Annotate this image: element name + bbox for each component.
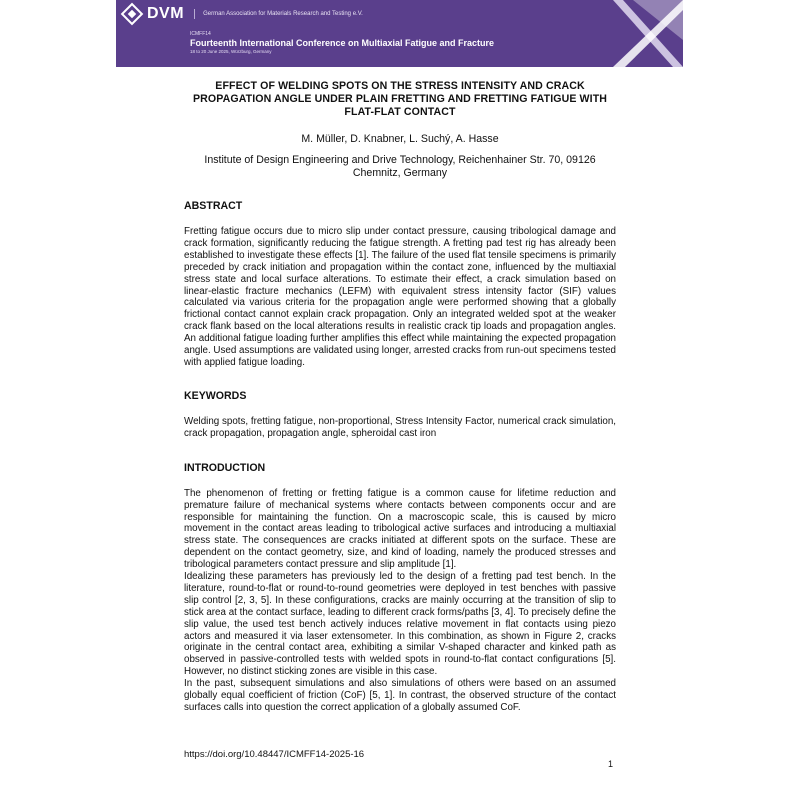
decorative-x-icon bbox=[613, 0, 683, 67]
doi-link[interactable]: https://doi.org/10.48447/ICMFF14-2025-16 bbox=[184, 749, 365, 760]
conference-title: Fourteenth International Conference on Multiaxial Fatigue and Fracture bbox=[190, 38, 495, 48]
conference-banner bbox=[116, 0, 683, 67]
conference-short: ICMFF14 bbox=[190, 31, 211, 37]
dvm-logo bbox=[124, 5, 363, 23]
page-number: 1 bbox=[608, 759, 614, 769]
association-name: German Association for Materials Research and Testing e.V. bbox=[194, 9, 363, 19]
intro-paragraph: The phenomenon of fretting or fretting fatigue is a common cause for lifetime reduction and premature failure of mechanical systems where contacts between components occur and are responsible for maintaining the function. On a macroscopic scale, this is caused by micro movement in the contact areas leading to tribological active surfaces and introducing a multiaxial stress state. The consequences are cracks initiated at different spots on the surface. These are dependent on the contact geometry, size, and kind of loading, namely the produced stresses and tribological parameters contact pressure and slip amplitude [1]. bbox=[184, 487, 616, 571]
abstract-text: Fretting fatigue occurs due to micro slip under contact pressure, causing tribological damage and crack formation, significantly reducing the fatigue strength. A fretting pad test rig has already been established to investigate these effects [1]. The failure of the used flat tensile specimens is primarily preceded by crack initiation and propagation within the contact zone, influenced by the multiaxial stress state and local surface alterations. To estimate their effect, a crack simulation based on linear-elastic fracture mechanics (LEFM) with equivalent stress intensity factor (SIF) values calculated via various criteria for the propagation angle were performed showing that a globally frictional contact cannot explain crack propagation. Only an integrated welded spot at the weaker crack flank based on the local alterations results in realistic crack tip loads and propagation angles. An additional fatigue loading further amplifies this effect while maintaining the expected propagation angle. Used assumptions are validated using longer, arrested cracks from run-out specimens tested with applied fatigue loading. bbox=[184, 226, 616, 368]
keywords-heading: KEYWORDS bbox=[184, 389, 247, 402]
paper-title: EFFECT OF WELDING SPOTS ON THE STRESS INTENSITY AND CRACK PROPAGATION ANGLE UNDER PLAIN FRETTING AND FRETTING FATIGUE WITH FLAT-FLAT CONTACT bbox=[192, 80, 608, 118]
abstract-heading: ABSTRACT bbox=[184, 200, 243, 212]
intro-paragraph: Idealizing these parameters has previously led to the design of a fretting pad test bench. In the literature, round-to-flat or round-to-round geometries were deployed in test benches with passive slip control [2, 3, 5]. In these configurations, cracks are mainly occurring at the transition of slip to stick area at the contact surface, leading to different crack forms/paths [3, 4]. To precisely define the slip value, the used test bench actively induces relative movement in flat contacts using piezo actors and measured it via laser extensometer. In this combination, as shown in Figure 2, cracks originate in the central contact area, exhibiting a similar V-shaped character and kinked path as observed in passive-controlled tests with welded spots in round-to-flat contact configurations [5]. However, no distinct sticking zones are visible in this case. bbox=[184, 571, 616, 678]
conference-date: 18 to 20 June 2025, Würzburg, Germany bbox=[190, 49, 272, 54]
paper-affiliation: Institute of Design Engineering and Drive Technology, Reichenhainer Str. 70, 09126 Chemnitz, Germany bbox=[204, 154, 596, 179]
keywords-text: Welding spots, fretting fatigue, non-proportional, Stress Intensity Factor, numerical crack simulation, crack propagation, propagation angle, spheroidal cast iron bbox=[184, 415, 616, 439]
introduction-heading: INTRODUCTION bbox=[184, 461, 266, 474]
intro-paragraph: In the past, subsequent simulations and also simulations of others were based on an assumed globally equal coefficient of friction (CoF) [5, 1]. In contrast, the observed structure of the contact surfaces calls into question the correct application of a globally assumed CoF. bbox=[184, 678, 616, 713]
paper-authors: M. Müller, D. Knabner, L. Suchý, A. Hasse bbox=[301, 133, 499, 145]
dvm-diamond-icon bbox=[121, 3, 144, 26]
logo-text: DVM bbox=[147, 5, 185, 22]
conference-meta bbox=[190, 31, 494, 54]
paper-body bbox=[184, 80, 616, 714]
